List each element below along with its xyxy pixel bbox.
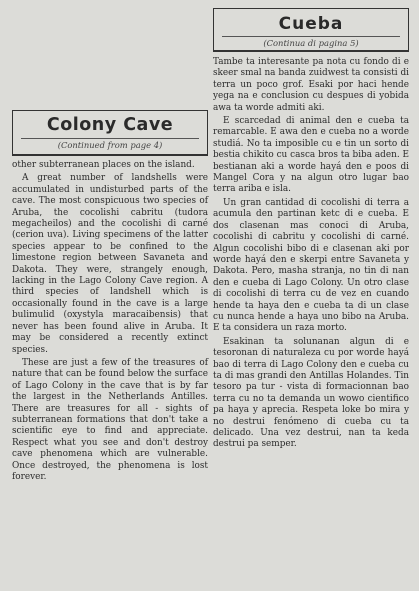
article-paragraph: Esakinan ta solunanan algun di e tesoronan di naturaleza cu por worde hayá bao di terra di Lago Colony den e cueba cu ta di mas grandi den Antillas Holandes. Tin tesoro pa tur - vista di formacionnan bao terra cu no ta demanda un wowo cientifico pa haya y aprecia. Respeta loke bo mira y no destrui fenómeno di cueba cu ta delicado. Una vez destrui, nan ta keda destrui pa semper. — [213, 336, 409, 450]
colony-cave-title: Colony Cave — [46, 115, 174, 135]
colony-cave-article-text — [12, 160, 208, 485]
cueba-title: Cueba — [278, 14, 344, 34]
continued-from-note: (Continued from page 4) — [21, 138, 199, 152]
continued-from-note: (Continua di pagina 5) — [222, 36, 400, 50]
cueba-headline-box — [213, 8, 409, 52]
article-paragraph: other subterranean places on the island. — [12, 160, 195, 170]
article-paragraph: Un gran cantidad di cocolishi di terra a acumula den partinan ketc di e cueba. E dos clasenan mas conoci di Aruba, cocolishi di cabritu y cocolishi di carné. Algun cocolishi bibo di e clasenan aki por worde hayá den e skerpi entre Savaneta y Dakota. Pero, masha stranja, no tin di nan den e cueba di Lago Colony. Un otro clase di cocolishi di terra cu de vez en cuando hende ta haya den e cueba ta di un clase cu nunca hende a haya uno bibo na Aruba. E ta considera un raza morto. — [213, 197, 409, 334]
article-paragraph: These are just a few of the treasures of nature that can be found below the surface of Lago Colony in the cave that is by far the largest in the Netherlands Antilles. There are treasures for all - sights of subterranean formations that don't take a scientific eye to find and appreciate. Respect what you see and don't destroy cave phenomena which are vulnerable. Once destroyed, the phenomena is lost forever. — [12, 357, 208, 482]
article-paragraph: A great number of landshells were accumulated in undisturbed parts of the cave. The most conspicuous two species of Aruba, the cocolishi cabritu (tudora megacheilos) and the cocolishi di carné (cerion uva). Living specimens of the latter species appear to be confined to the limestone region between Savaneta and Dakota. They were, strangely enough, lacking in the Lago Colony Cave region. A third species of landshell which is occasionally found in the cave is a large bulimulid (oxystyla maracaibensis) that never has been found alive in Aruba. It may be considered a recently extinct species. — [12, 173, 208, 355]
colony-cave-headline-box — [12, 110, 208, 156]
article-paragraph: E scarcedad di animal den e cueba ta remarcable. E awa den e cueba no a worde studiá. No ta imposible cu e tin un sorto di bestia chikito cu casca bros ta biba aden. E bestianan aki a worde hayá den e poos di Mangel Cora y na algun otro lugar bao terra ariba e isla. — [213, 116, 409, 195]
article-paragraph: Tambe ta interesante pa nota cu fondo di e skeer smal na banda zuidwest ta consisti di terra un poco grof. Esaki por haci hende yega na e conclusion cu despues di yobida awa ta worde admiti aki. — [213, 57, 409, 113]
cueba-article-text — [213, 57, 409, 453]
